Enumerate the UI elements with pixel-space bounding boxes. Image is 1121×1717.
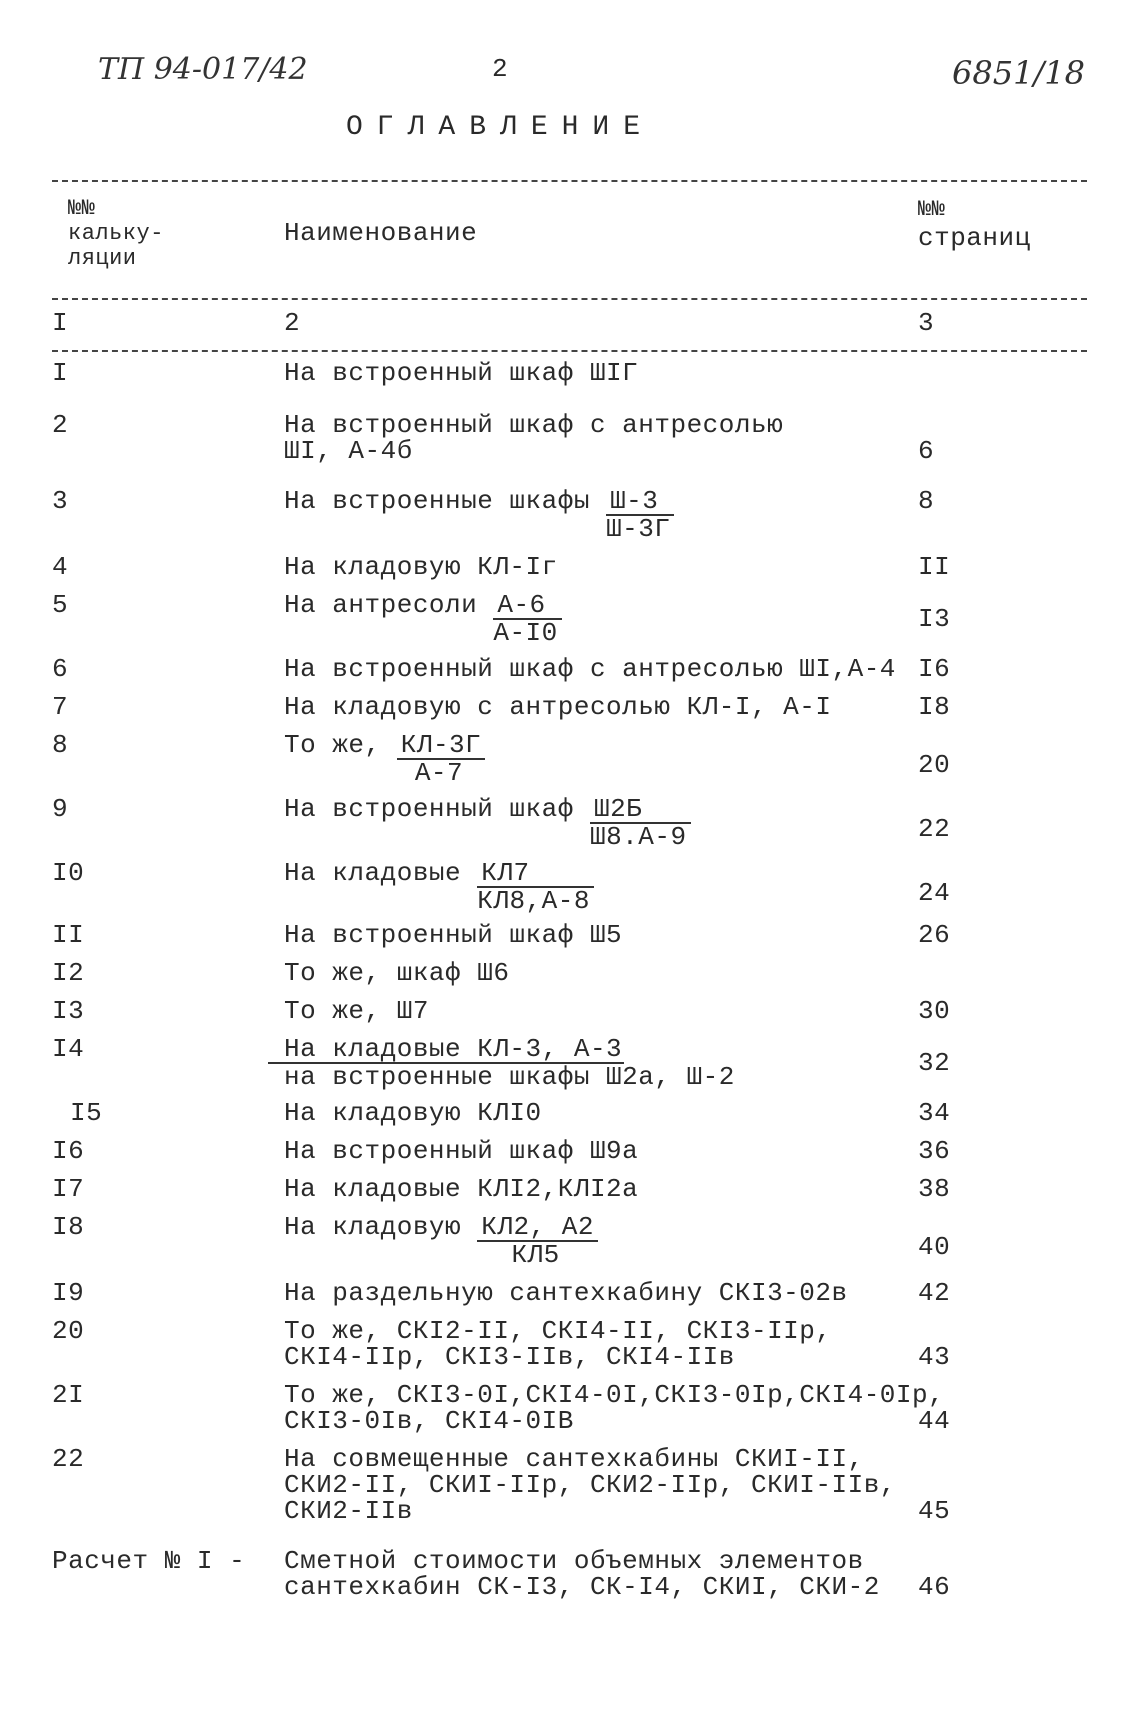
sheet-number: 2 [492,54,509,84]
col-name: Наименование [284,218,478,248]
rule-top [52,180,1087,182]
col-pages: №№ страниц [918,197,1031,253]
col-index-1: I [52,308,69,338]
col-calc-no: №№ кальку- ляции [68,196,164,271]
rule-numbers [52,350,1087,352]
col-index-3: 3 [918,308,935,338]
col-index-2: 2 [284,308,301,338]
rule-header [52,298,1087,300]
page-title: ОГЛАВЛЕНИЕ [346,112,655,143]
archive-number: 6851/18 [952,54,1085,92]
doc-code: ТП 94-017/42 [98,52,308,87]
